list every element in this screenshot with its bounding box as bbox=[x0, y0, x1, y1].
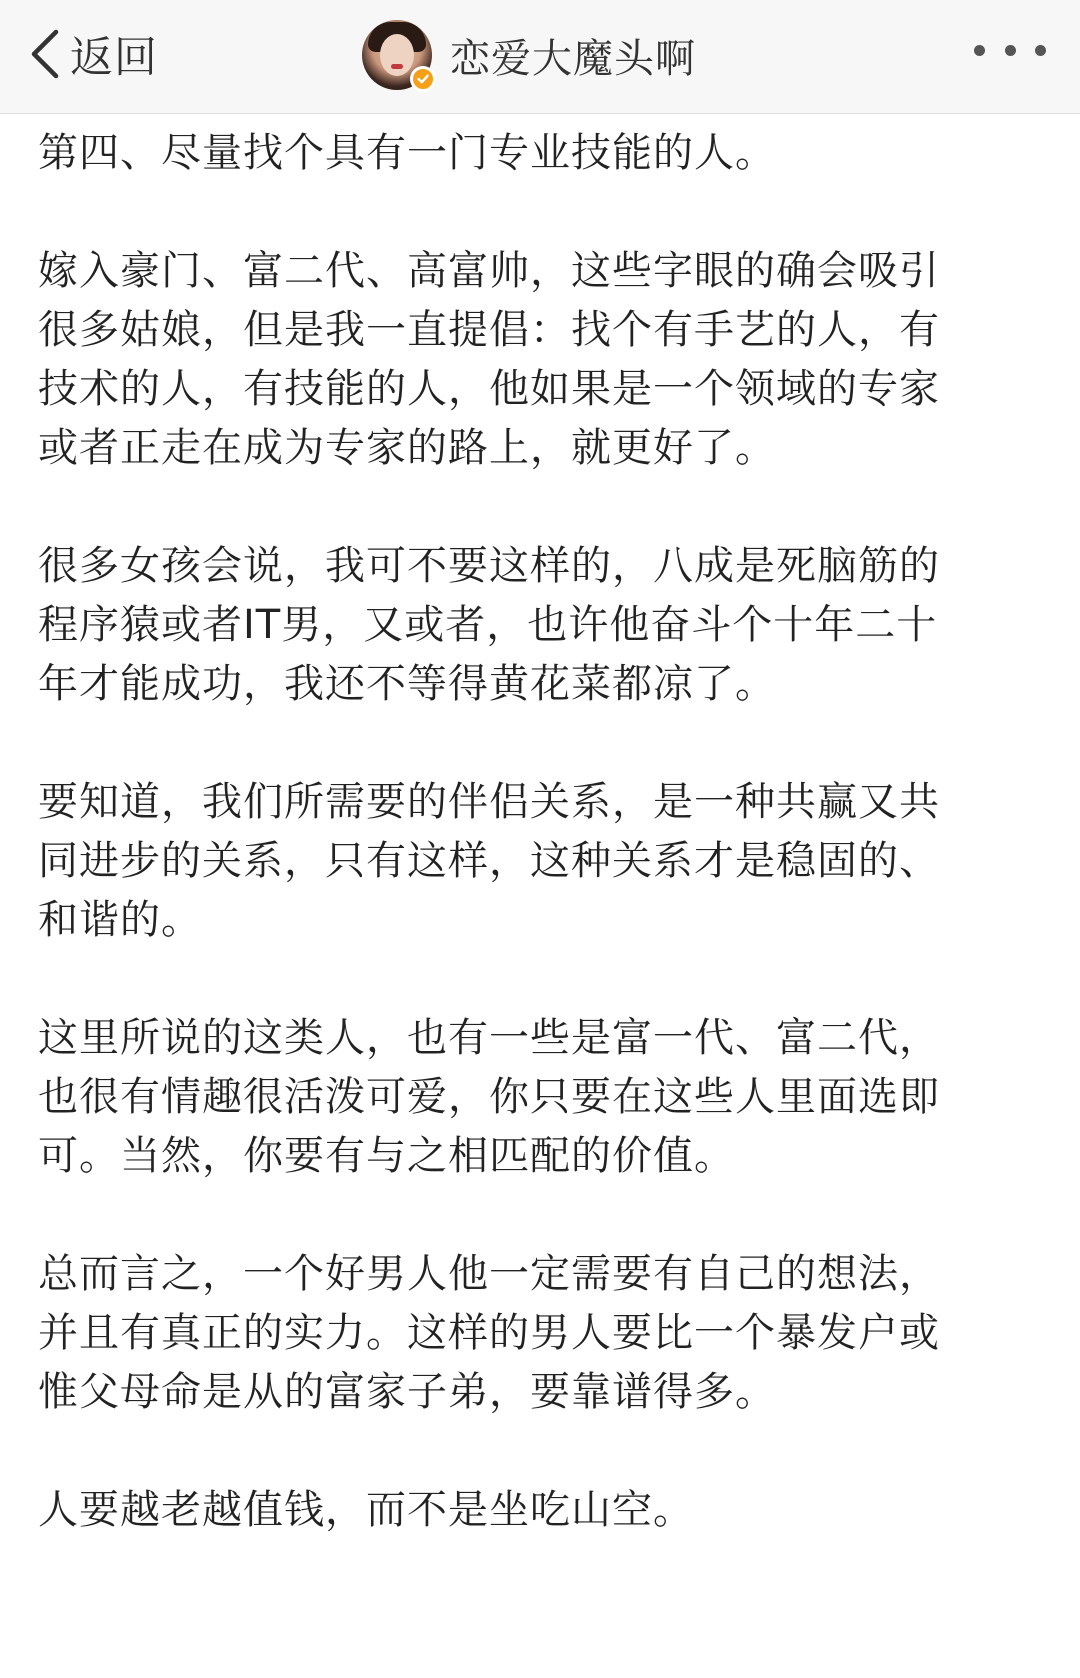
paragraph bbox=[38, 1009, 1048, 1186]
text-line: 年才能成功，我还不等得黄花菜都凉了。 bbox=[38, 661, 776, 707]
text-line: 惟父母命是从的富家子弟，要靠谱得多。 bbox=[38, 1369, 776, 1415]
paragraph bbox=[38, 1481, 1048, 1540]
verified-badge-icon bbox=[410, 66, 436, 92]
avatar[interactable] bbox=[362, 20, 432, 90]
article-body bbox=[38, 124, 1048, 1540]
text-line: 和谐的。 bbox=[38, 897, 202, 943]
text-line: 技术的人，有技能的人，他如果是一个领域的专家 bbox=[38, 366, 940, 412]
back-button[interactable] bbox=[28, 20, 158, 88]
paragraph bbox=[38, 124, 1048, 183]
chevron-left-icon bbox=[28, 28, 62, 80]
more-options-button[interactable] bbox=[974, 38, 1046, 62]
profile-header[interactable] bbox=[362, 14, 696, 96]
text-line: 这里所说的这类人，也有一些是富一代、富二代， bbox=[38, 1015, 940, 1061]
top-nav-bar bbox=[0, 0, 1080, 114]
paragraph bbox=[38, 773, 1048, 950]
text-line: 嫁入豪门、富二代、高富帅，这些字眼的确会吸引 bbox=[38, 248, 940, 294]
text-line: 要知道，我们所需要的伴侣关系，是一种共赢又共 bbox=[38, 779, 940, 825]
text-line: 也很有情趣很活泼可爱，你只要在这些人里面选即 bbox=[38, 1074, 940, 1120]
text-line: 程序猿或者IT男，又或者，也许他奋斗个十年二十 bbox=[38, 602, 938, 648]
text-line: 或者正走在成为专家的路上，就更好了。 bbox=[38, 425, 776, 471]
paragraph bbox=[38, 537, 1048, 714]
username[interactable]: 恋爱大魔头啊 bbox=[450, 35, 696, 82]
text-line: 很多女孩会说，我可不要这样的，八成是死脑筋的 bbox=[38, 543, 940, 589]
text-line: 很多姑娘，但是我一直提倡：找个有手艺的人，有 bbox=[38, 307, 940, 353]
text-line: 同进步的关系，只有这样，这种关系才是稳固的、 bbox=[38, 838, 940, 884]
paragraph bbox=[38, 242, 1048, 478]
text-line: 总而言之，一个好男人他一定需要有自己的想法， bbox=[38, 1251, 940, 1297]
text-line: 并且有真正的实力。这样的男人要比一个暴发户或 bbox=[38, 1310, 940, 1356]
text-line: 人要越老越值钱，而不是坐吃山空。 bbox=[38, 1487, 694, 1533]
paragraph bbox=[38, 1245, 1048, 1422]
more-dots-icon bbox=[974, 45, 985, 56]
text-line: 可。当然，你要有与之相匹配的价值。 bbox=[38, 1133, 735, 1179]
back-label: 返回 bbox=[70, 32, 158, 83]
text-line: 第四、尽量找个具有一门专业技能的人。 bbox=[38, 130, 776, 176]
